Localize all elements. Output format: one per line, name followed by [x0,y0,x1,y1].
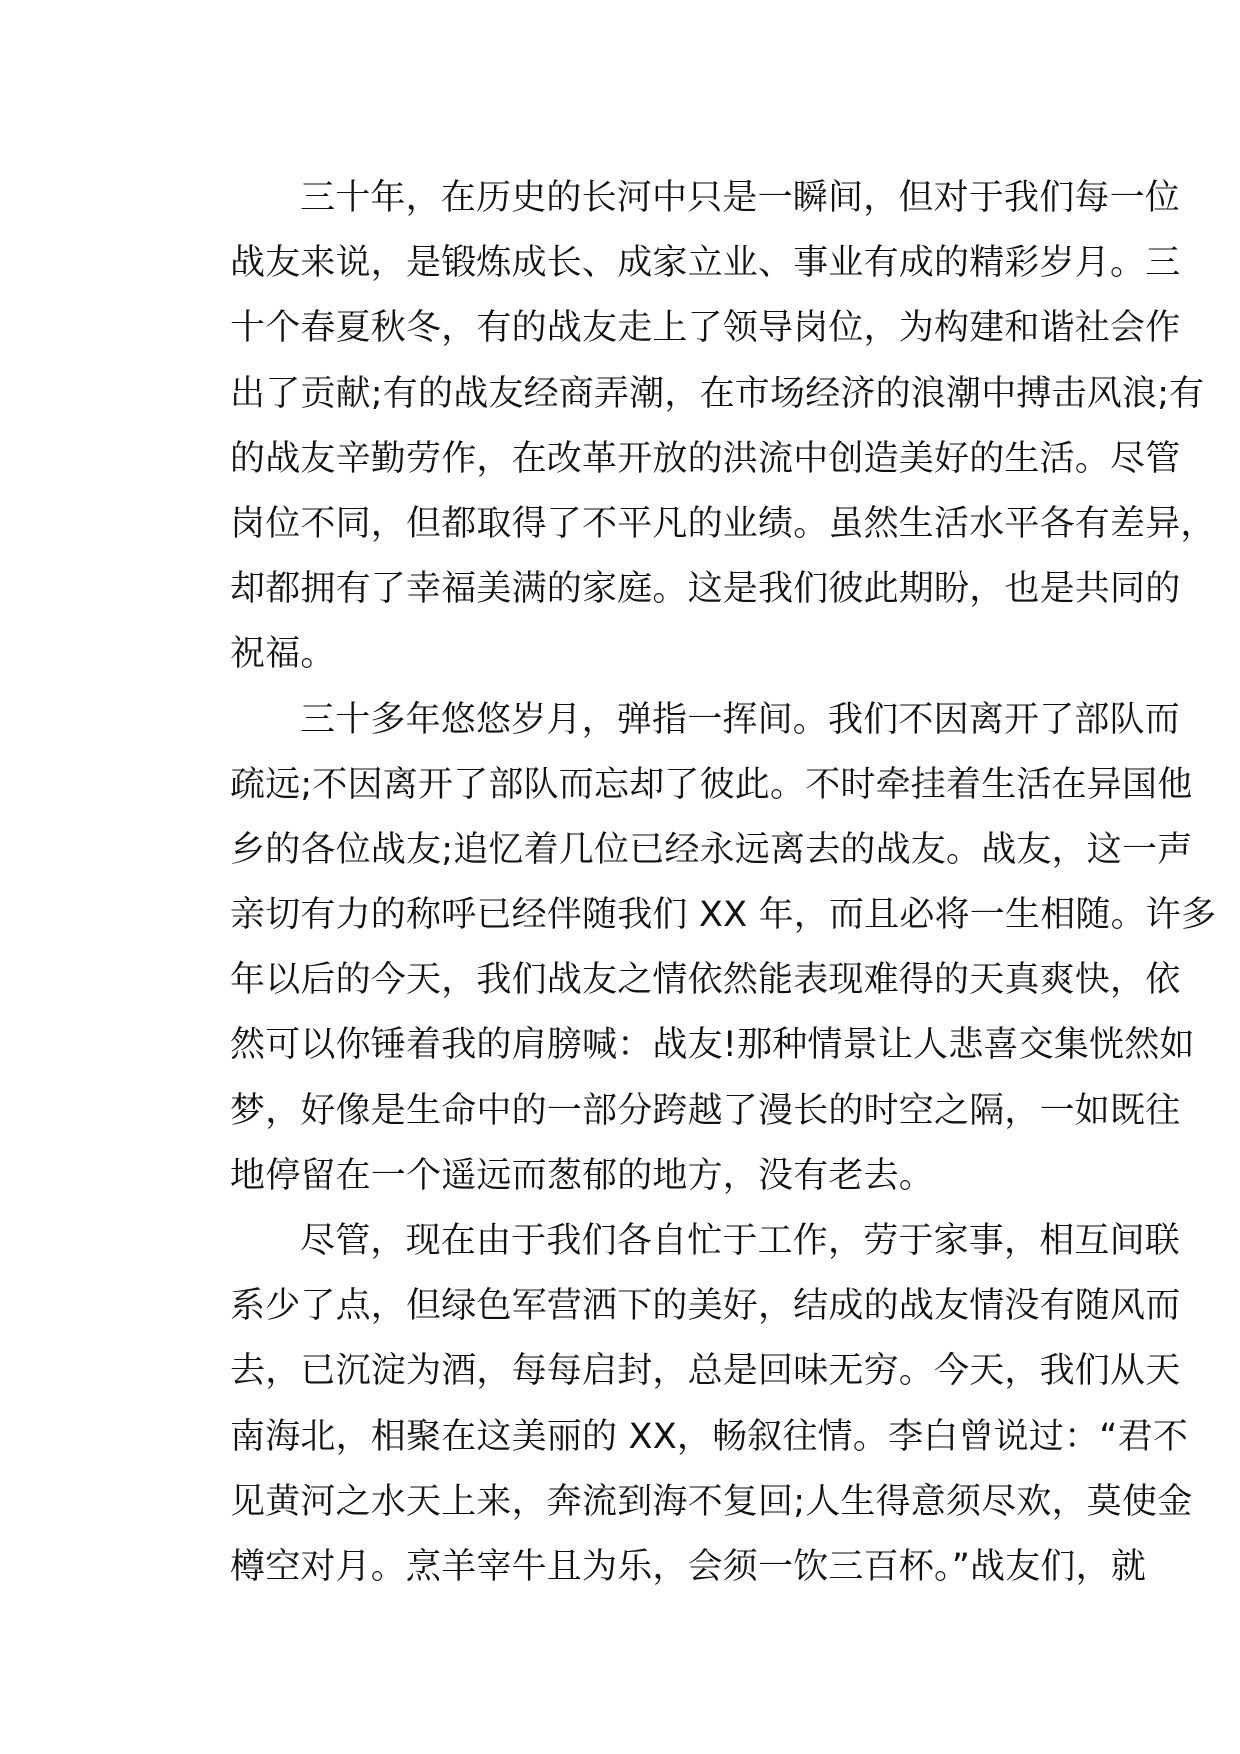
text-line: 地停留在一个遥远而葱郁的地方，没有老去。 [230,1155,935,1196]
text-line: 梦，好像是生命中的一部分跨越了漫长的时空之隔，一如既往 [230,1090,1181,1131]
text-line: 十个春夏秋冬，有的战友走上了领导岗位，为构建和谐社会作 [230,308,1181,349]
text-line: 却都拥有了幸福美满的家庭。这是我们彼此期盼，也是共同的 [230,569,1181,610]
text-line: 然可以你锤着我的肩膀喊：战友!那种情景让人悲喜交集恍然如 [230,1025,1195,1066]
paragraph-3 [160,1209,1193,1600]
text-line: 的战友辛勤劳作，在改革开放的洪流中创造美好的生活。尽管 [230,438,1181,479]
text-line: 去，已沉淀为酒，每每启封，总是回味无穷。今天，我们从天 [230,1351,1181,1392]
text-line: 南海北，相聚在这美丽的 XX，畅叙往情。李白曾说过：“君不 [230,1416,1189,1457]
text-line: 乡的各位战友;追忆着几位已经永远离去的战友。战友，这一声 [230,829,1193,870]
text-line: 系少了点，但绿色军营洒下的美好，结成的战友情没有随风而 [230,1286,1181,1327]
document-body [160,166,1217,1600]
text-line: 年以后的今天，我们战友之情依然能表现难得的天真爽快，依 [230,960,1181,1001]
text-line: 岗位不同，但都取得了不平凡的业绩。虽然生活水平各有差异， [230,503,1216,544]
text-line: 亲切有力的称呼已经伴随我们 XX 年，而且必将一生相随。许多 [230,895,1217,936]
text-line: 见黄河之水天上来，奔流到海不复回;人生得意须尽欢，莫使金 [230,1481,1193,1522]
text-line: 三十多年悠悠岁月，弹指一挥间。我们不因离开了部队而 [300,699,1181,740]
paragraph-1 [160,166,1216,688]
text-line: 出了贡献;有的战友经商弄潮，在市场经济的浪潮中搏击风浪;有 [230,373,1205,414]
text-line: 祝福。 [230,634,336,675]
text-line: 尽管，现在由于我们各自忙于工作，劳于家事，相互间联 [300,1221,1181,1261]
text-line: 战友来说，是锻炼成长、成家立业、事业有成的精彩岁月。三 [230,243,1181,284]
paragraph-2 [160,688,1217,1210]
text-line: 樽空对月。烹羊宰牛且为乐，会须一饮三百杯。”战友们，就 [230,1546,1147,1587]
text-line: 疏远;不因离开了部队而忘却了彼此。不时牵挂着生活在异国他 [230,764,1193,805]
text-line: 三十年，在历史的长河中只是一瞬间，但对于我们每一位 [300,178,1181,218]
